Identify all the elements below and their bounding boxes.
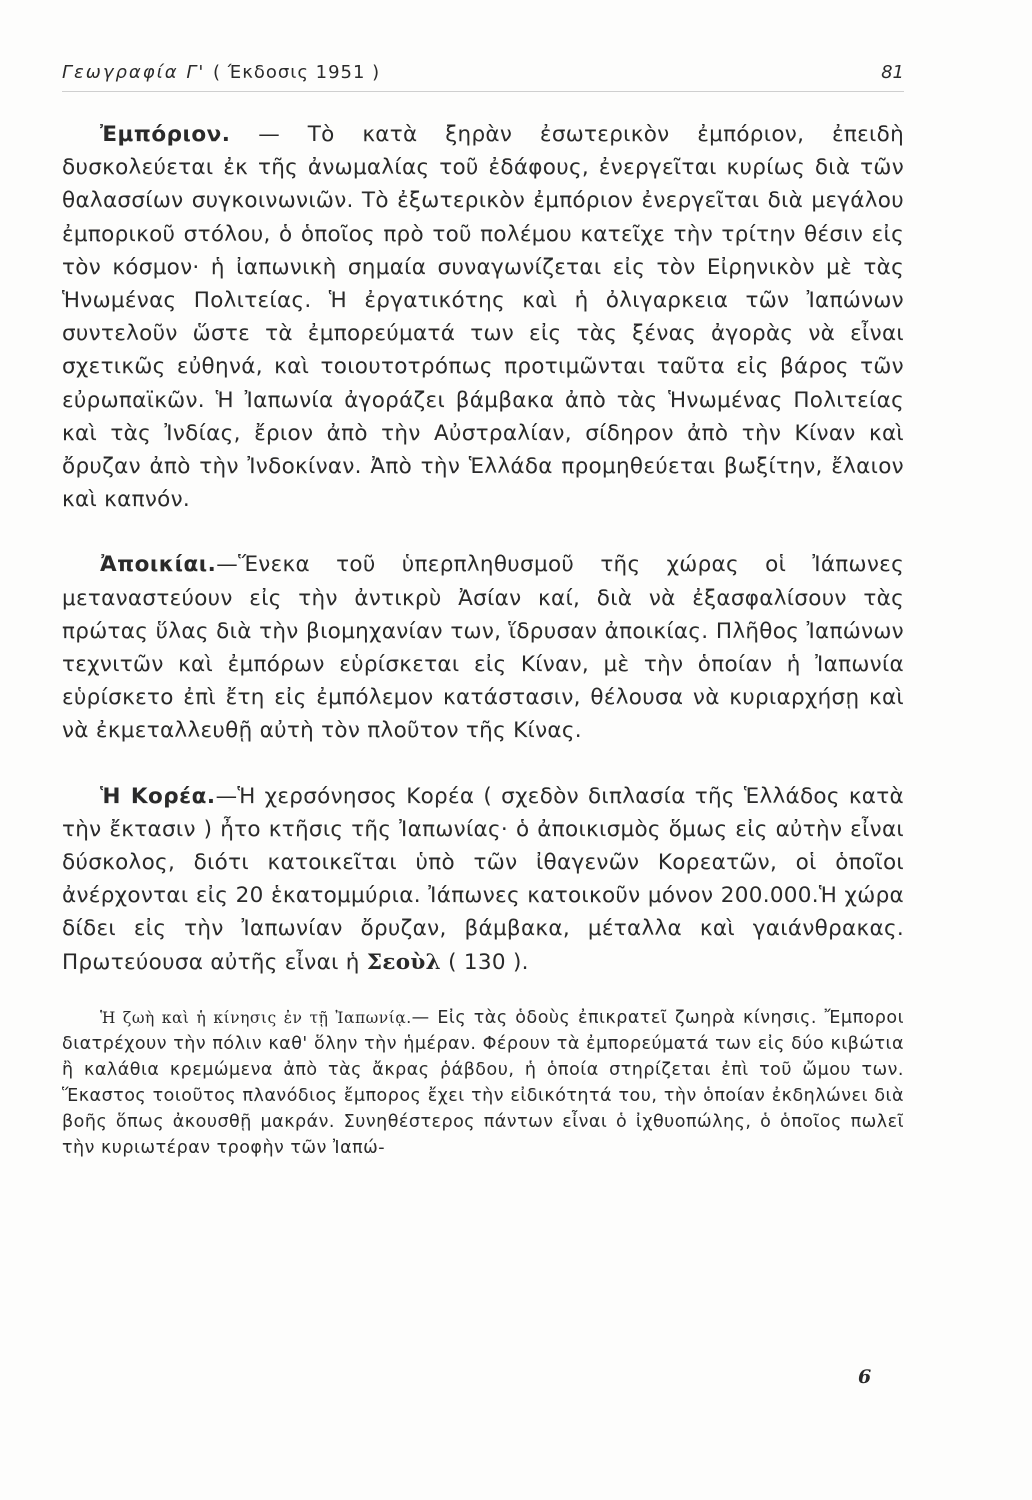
section-heading: Ἡ Κορέα. (100, 783, 216, 809)
page-number: 81 (881, 62, 904, 83)
signature-mark: 6 (858, 1366, 872, 1388)
edition-label: ( Έκδοσις 1951 ) (213, 62, 381, 83)
footnote-heading: Ἡ ζωὴ καὶ ἡ κίνησις ἐν τῇ Ἰαπωνίᾳ. (100, 1008, 412, 1027)
capital-name: Σεοὺλ (366, 949, 441, 975)
section-text: —Ἡ χερσόνησος Κορέα ( σχεδὸν διπλασία τῆς Ἑλλάδος κατὰ τὴν ἔκτασιν ) ἦτο κτῆσις τῆς Ἰαπωνίας· ὁ ἀποικισμὸς ὅμως εἰς αὐτὴν εἶναι δύσκολος, διότι κατοικεῖται ὑπὸ τῶν ἰθαγενῶν Κορεατῶν, οἱ ὁποῖοι ἀνέρχονται εἰς 20 ἑκατομμύρια. Ἰάπωνες κατοικοῦν μόνον 200.000.Ἡ χώρα δίδει εἰς τὴν Ἰαπωνίαν ὄρυζαν, βάμβακα, μέταλλα καὶ γαιάνθρακας. Πρωτεύουσα αὐτῆς εἶναι ἡ (62, 783, 904, 975)
section-colonies (62, 548, 904, 747)
section-heading: Ἐμπόριον. (100, 122, 231, 147)
section-text: —Ἕνεκα τοῦ ὑπερπληθυσμοῦ τῆς χώρας οἱ Ἰάπωνες μεταναστεύουν εἰς τὴν ἀντικρὺ Ἀσίαν καί, διὰ νὰ ἐξασφαλίσουν τὰς πρώτας ὕλας διὰ τὴν βιομηχανίαν των, ἵδρυσαν ἀποικίας. Πλῆθος Ἰαπώνων τεχνιτῶν καὶ ἐμπόρων εὑρίσκεται εἰς Κίναν, μὲ τὴν ὁποίαν ἡ Ἰαπωνία εὑρίσκετο ἐπὶ ἔτη εἰς ἐμπόλεμον κατάστασιν, θέλουσα νὰ κυριαρχήσῃ καὶ νὰ ἐκμεταλλευθῇ αὐτὴ τὸν πλοῦτον τῆς Κίνας. (62, 552, 904, 744)
section-commerce (62, 118, 904, 516)
running-header (62, 62, 904, 92)
footnote-text: — Εἰς τὰς ὁδοὺς ἐπικρατεῖ ζωηρὰ κίνησις. Ἔμποροι διατρέχουν τὴν πόλιν καθ' ὅλην τὴν ἡμέραν. Φέρουν τὰ ἐμπορεύματά των εἰς δύο κιβώτια ἢ καλάθια κρεμώμενα ἀπὸ τὰς ἄκρας ῥάβδου, ἡ ὁποία στηρίζεται ἐπὶ τοῦ ὤμου των. Ἕκαστος τοιοῦτος πλανόδιος ἔμπορος ἔχει τὴν εἰδικότητά του, τὴν ὁποίαν ἐκδηλώνει διὰ βοῆς ὅπως ἀκουσθῇ μακράν. Συνηθέστερος πάντων εἶναι ὁ ἰχθυοπώλης, ὁ ὁποῖος πωλεῖ τὴν κυριωτέραν τροφὴν τῶν Ἰαπώ- (62, 1007, 904, 1158)
section-tail: ( 130 ). (440, 949, 529, 975)
section-heading: Ἀποικίαι. (100, 552, 217, 578)
book-title: Γεωγραφία Γ' (62, 62, 206, 83)
section-text: — Τὸ κατὰ ξηρὰν ἐσωτερικὸν ἐμπόριον, ἐπειδὴ δυσκολεύεται ἐκ τῆς ἀνωμαλίας τοῦ ἐδάφους, ἐνεργεῖται κυρίως διὰ τῶν θαλασσίων συγκοινωνιῶν. Τὸ ἐξωτερικὸν ἐμπόριον ἐνεργεῖται διὰ μεγάλου ἐμπορικοῦ στόλου, ὁ ὁποῖος πρὸ τοῦ πολέμου κατεῖχε τὴν τρίτην θέσιν εἰς τὸν κόσμον· ἡ ἰαπωνικὴ σημαία συναγωνίζεται εἰς τὸν Εἰρηνικὸν μὲ τὰς Ἡνωμένας Πολιτείας. Ἡ ἐργατικότης καὶ ἡ ὀλιγαρκεια τῶν Ἰαπώνων συντελοῦν ὥστε τὰ ἐμπορεύματά των εἰς τὰς ξένας ἀγορὰς νὰ εἶναι σχετικῶς εὐθηνά, καὶ τοιουτοτρόπως προτιμῶνται ταῦτα εἰς βάρος τῶν εὐρωπαϊκῶν. Ἡ Ἰαπωνία ἀγοράζει βάμβακα ἀπὸ τὰς Ἡνωμένας Πολιτείας καὶ τὰς Ἰνδίας, ἔριον ἀπὸ τὴν Αὐστραλίαν, σίδηρον ἀπὸ τὴν Κίναν καὶ ὄρυζαν ἀπὸ τὴν Ἰνδοκίναν. Ἀπὸ τὴν Ἑλλάδα προμηθεύεται βωξίτην, ἔλαιον καὶ καπνόν. (62, 122, 904, 513)
header-title (62, 62, 380, 83)
footnote (62, 1005, 904, 1161)
section-korea (62, 780, 904, 979)
book-page (62, 62, 904, 1178)
